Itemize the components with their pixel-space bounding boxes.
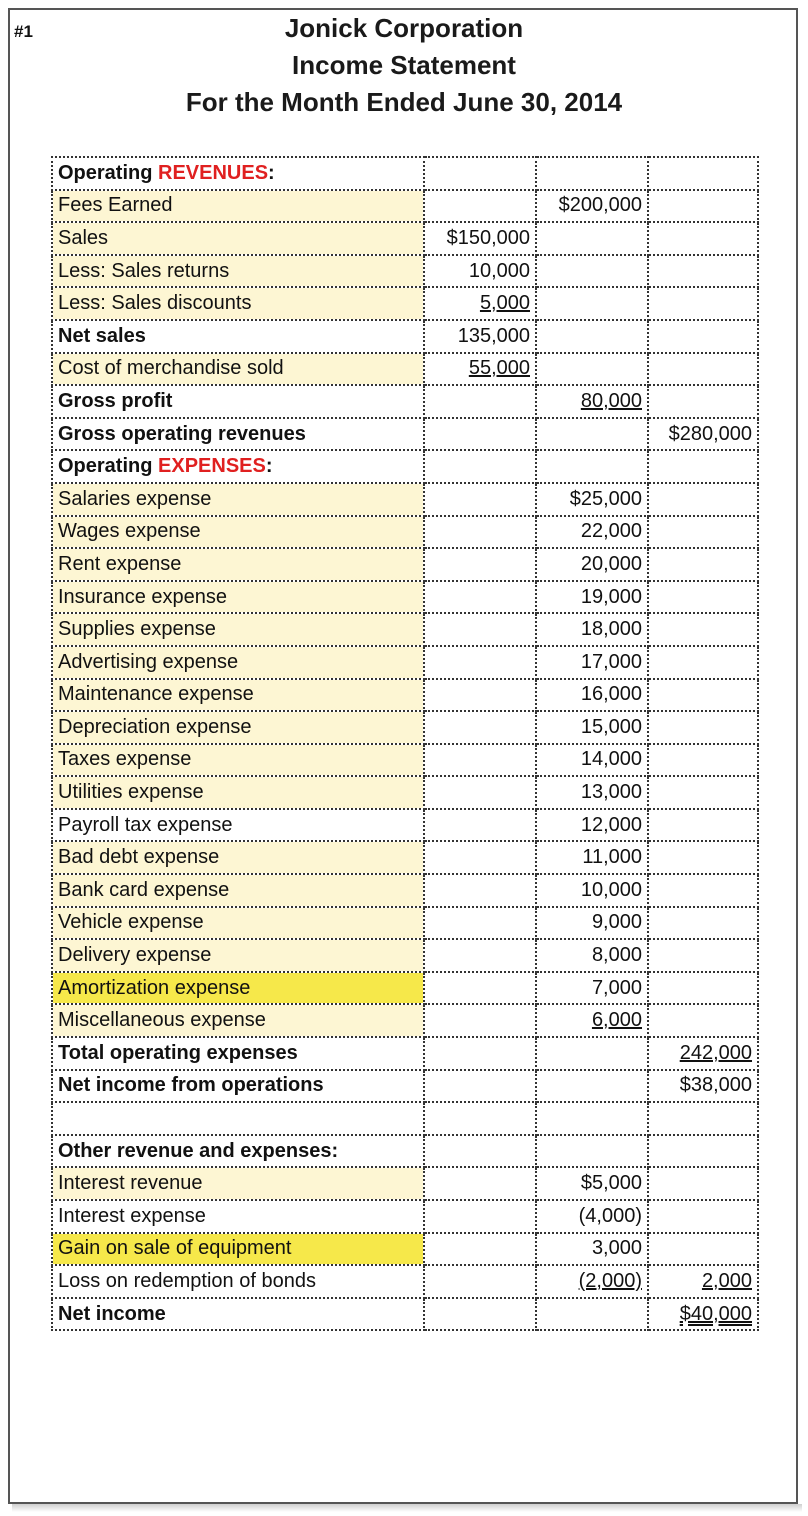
amount-cell: 16,000 [536,679,648,712]
table-row [52,287,758,320]
other-revenue-heading: Other revenue and expenses: [52,1135,424,1168]
amount-cell: 18,000 [536,613,648,646]
amount-cell: 8,000 [536,939,648,972]
row-label: Interest revenue [52,1167,424,1200]
table-row [52,939,758,972]
amount-cell: 19,000 [536,581,648,614]
amount-cell: 20,000 [536,548,648,581]
table-row [52,744,758,777]
row-label: Less: Sales returns [52,255,424,288]
exercise-number: #1 [14,22,33,41]
operating-revenues-heading: Operating REVENUES: [52,157,424,190]
amount-cell: 7,000 [536,972,648,1005]
row-label: Miscellaneous expense [52,1004,424,1037]
amount-cell: 3,000 [536,1233,648,1266]
amount-cell: 11,000 [536,841,648,874]
row-label: Insurance expense [52,581,424,614]
table-row [52,809,758,842]
row-label: Maintenance expense [52,679,424,712]
table-row [52,548,758,581]
table-row [52,841,758,874]
amount-cell: 135,000 [424,320,536,353]
row-label: Cost of merchandise sold [52,353,424,386]
row-label: Loss on redemption of bonds [52,1265,424,1298]
amount-cell: 12,000 [536,809,648,842]
table-row [52,353,758,386]
table-row [52,157,758,190]
table-row [52,190,758,223]
row-label: Salaries expense [52,483,424,516]
table-row [52,907,758,940]
amount-cell: 6,000 [591,1009,642,1032]
amount-cell: 13,000 [536,776,648,809]
row-label: Net income from operations [52,1070,424,1103]
row-label: Sales [52,222,424,255]
table-row [52,1102,758,1135]
amount-cell: 2,000 [701,1269,752,1292]
amount-cell: 22,000 [536,516,648,549]
table-row [52,581,758,614]
amount-cell: 15,000 [536,711,648,744]
table-row [52,1298,758,1331]
row-label: Payroll tax expense [52,809,424,842]
table-row [52,483,758,516]
amount-cell: 55,000 [468,357,530,380]
table-row [52,613,758,646]
table-row [52,776,758,809]
row-label: Gross profit [52,385,424,418]
net-income-label: Net income [52,1298,424,1331]
row-label: Net sales [52,320,424,353]
company-name: Jonick Corporation [284,13,524,43]
table-row [52,1004,758,1037]
amount-cell: $5,000 [536,1167,648,1200]
row-label: Wages expense [52,516,424,549]
row-label: Gross operating revenues [52,418,424,451]
row-label: Rent expense [52,548,424,581]
row-label: Bad debt expense [52,841,424,874]
table-row [52,1233,758,1266]
table-row [52,1070,758,1103]
row-label: Gain on sale of equipment [52,1233,424,1266]
statement-header [0,10,808,121]
row-label: Utilities expense [52,776,424,809]
row-label: Amortization expense [52,972,424,1005]
amount-cell: 9,000 [536,907,648,940]
table-row [52,972,758,1005]
row-label: Vehicle expense [52,907,424,940]
amount-cell: (2,000) [578,1269,642,1292]
operating-expenses-heading: Operating EXPENSES: [52,450,424,483]
amount-cell: $25,000 [536,483,648,516]
table-row [52,385,758,418]
row-label: Total operating expenses [52,1037,424,1070]
amount-cell: $150,000 [424,222,536,255]
table-row [52,711,758,744]
amount-cell: $38,000 [648,1070,758,1103]
table-row [52,516,758,549]
amount-cell: 5,000 [479,292,530,315]
table-row [52,1200,758,1233]
row-label: Delivery expense [52,939,424,972]
table-row [52,874,758,907]
amount-cell: 242,000 [679,1041,752,1064]
table-row [52,222,758,255]
row-label: Advertising expense [52,646,424,679]
table-row [52,1167,758,1200]
table-row [52,646,758,679]
table-row [52,1135,758,1168]
row-label: Less: Sales discounts [52,287,424,320]
table-row [52,418,758,451]
amount-cell: 10,000 [536,874,648,907]
row-label: Supplies expense [52,613,424,646]
amount-cell: 14,000 [536,744,648,777]
amount-cell: $200,000 [536,190,648,223]
table-row [52,320,758,353]
statement-title: Income Statement [292,50,516,80]
amount-cell: 80,000 [580,389,642,412]
table-row [52,1037,758,1070]
table-row [52,450,758,483]
amount-cell: 10,000 [424,255,536,288]
expenses-emphasis: EXPENSES [158,455,266,478]
amount-cell: $280,000 [648,418,758,451]
row-label: Taxes expense [52,744,424,777]
frame-shadow [12,1504,802,1512]
table-row [52,679,758,712]
amount-cell: 17,000 [536,646,648,679]
row-label: Fees Earned [52,190,424,223]
revenues-emphasis: REVENUES [158,161,269,184]
table-row [52,255,758,288]
statement-period: For the Month Ended June 30, 2014 [185,87,623,117]
amount-cell: (4,000) [536,1200,648,1233]
net-income-amount: $40,000 [679,1302,752,1325]
row-label: Depreciation expense [52,711,424,744]
row-label: Interest expense [52,1200,424,1233]
income-statement-table [51,156,759,1331]
table-row [52,1265,758,1298]
row-label: Bank card expense [52,874,424,907]
